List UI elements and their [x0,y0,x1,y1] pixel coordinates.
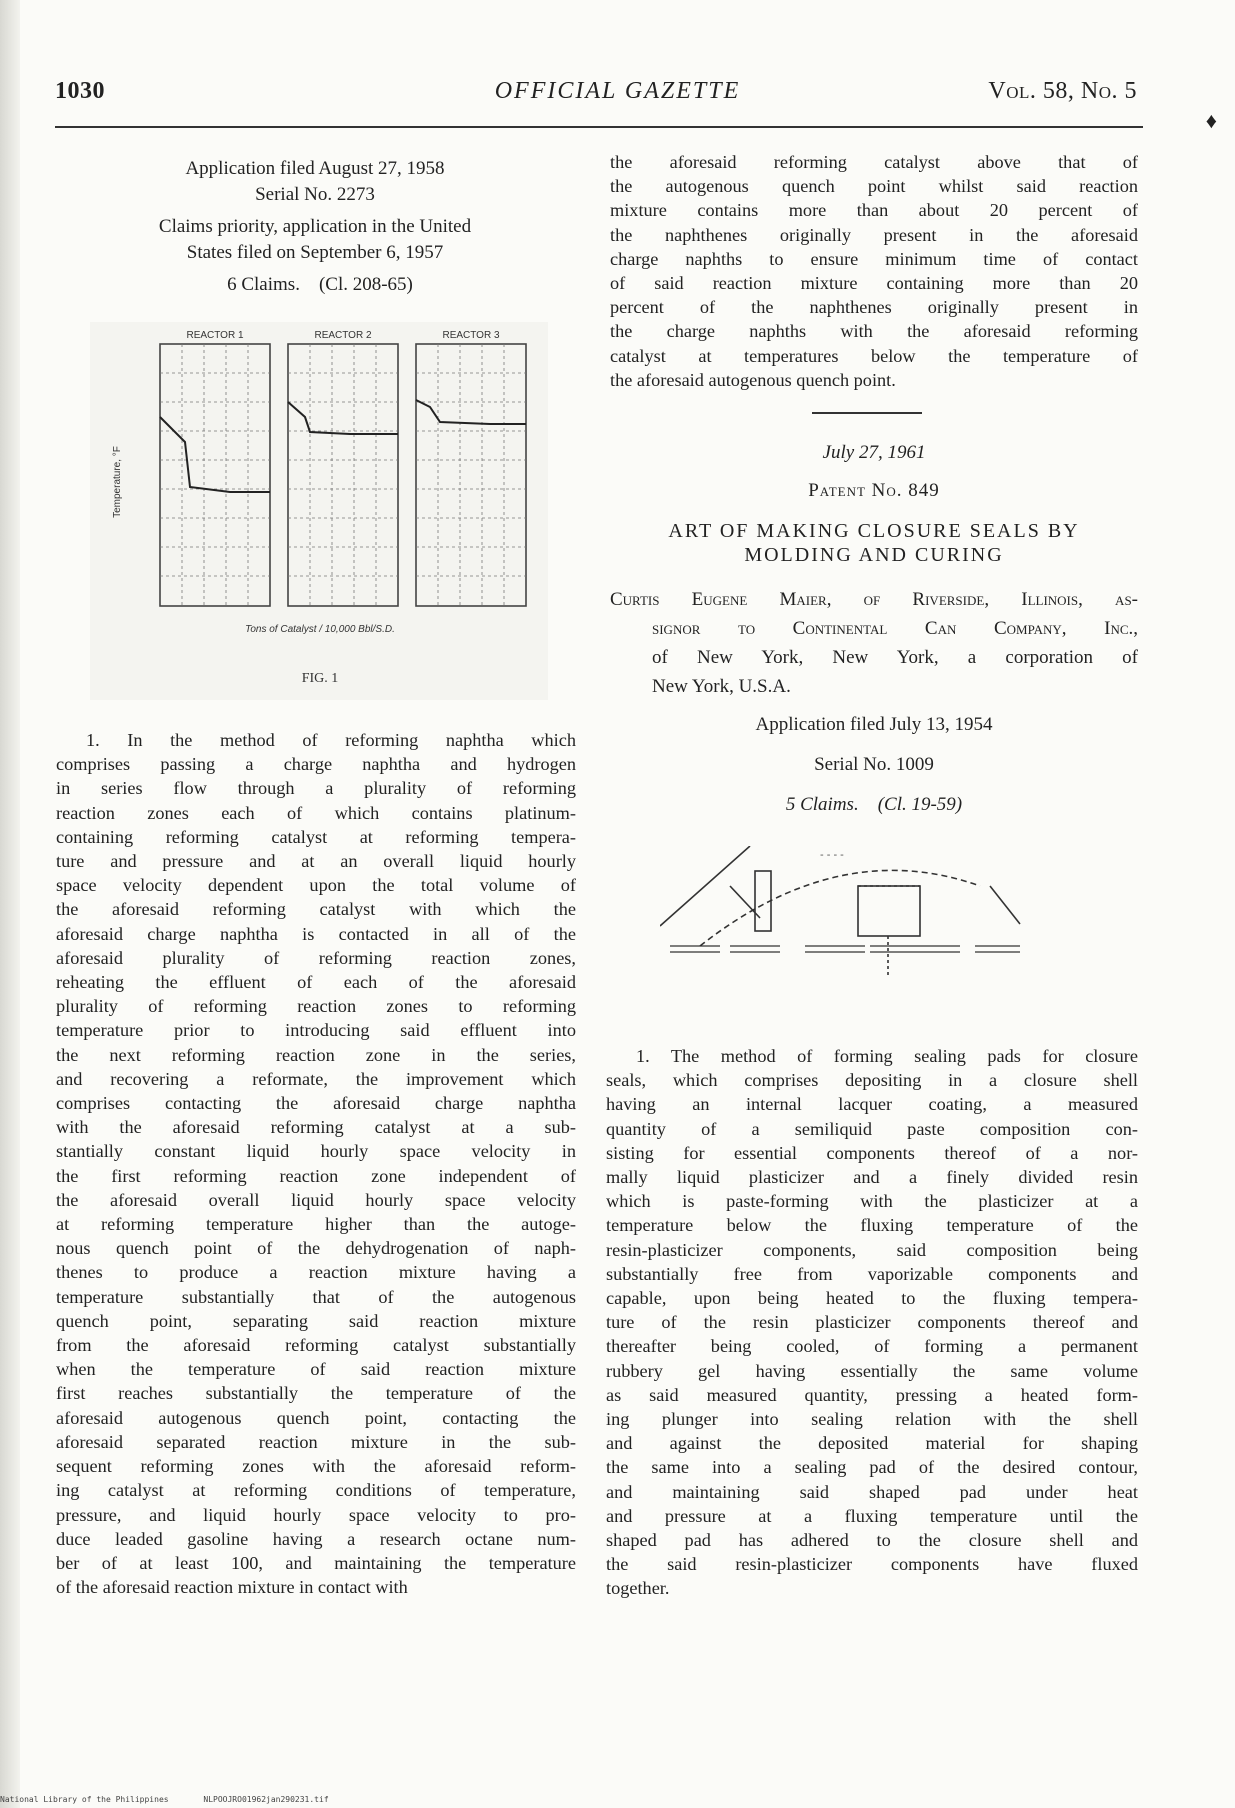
left-class: (Cl. 208-65) [318,274,413,295]
text-line: thereafter being cooled, of forming a permanent [606,1336,1138,1357]
text-line: ing plunger into sealing relation with the shell [606,1409,1138,1430]
right-date: July 27, 1961 [822,442,926,463]
text-line: rubbery gel having essentially the same volume [606,1360,1138,1381]
text-line: with the aforesaid reforming catalyst at a sub- [56,1117,576,1138]
text-line: mally liquid plasticizer and a finely divided resin [606,1167,1138,1188]
text-line: aforesaid autogenous quench point, contacting the [56,1407,576,1428]
figure-2-mark: - - - - [820,849,844,861]
text-line: and pressure at a fluxing temperature until the [606,1505,1138,1526]
text-line: the next reforming reaction zone in the series, [56,1044,576,1065]
text-line: pressure, and liquid hourly space velocity to pro- [56,1504,576,1525]
sealing-pad-row [670,946,1020,952]
text-line: the charge naphths with the aforesaid reforming [610,321,1138,342]
patent-figure-2 [660,846,1092,1006]
text-line: resin-plasticizer components, said composition being [606,1239,1138,1260]
right-title-line-1: ART OF MAKING CLOSURE SEALS BY [668,520,1080,542]
right-claims-count: 5 Claims. [785,794,859,815]
left-claims-class [160,272,480,298]
text-line: quantity of a semiliquid paste composition con- [606,1118,1138,1139]
right-class: (Cl. 19-59) [877,794,963,815]
text-line: and recovering a reformate, the improvement which [56,1068,576,1089]
patent-figure-1 [90,322,548,700]
text-line: comprises passing a charge naphtha and hydrogen [56,754,576,775]
assignee-line: signor to Continental Can Company, Inc., [652,618,1138,639]
figure-label-reactor-3: REACTOR 3 [442,330,500,341]
figure-label-reactor-1: REACTOR 1 [186,330,244,341]
margin-mark-icon: ♦ [1205,108,1217,133]
text-line: capable, upon being heated to the fluxing tempera- [606,1288,1138,1309]
text-line: nous quench point of the dehydrogenation of naph- [56,1238,576,1259]
right-application-filed: Application filed July 13, 1954 [755,714,993,735]
closure-shell [858,886,920,936]
text-line: the same into a sealing pad of the desired contour, [606,1457,1138,1478]
text-line: from the aforesaid reforming catalyst substantially [56,1335,576,1356]
text-line: 1. In the method of reforming naphtha which [86,730,576,750]
text-line: charge naphths to ensure minimum time of contact [610,248,1138,269]
text-line: first reaches substantially the temperature of the [56,1383,576,1404]
figure-label-reactor-2: REACTOR 2 [314,330,372,341]
text-line: together. [606,1578,670,1599]
drawing-line [660,846,750,926]
left-claim-1 [56,728,576,1599]
scan-edge-shadow [0,0,20,1808]
text-line: duce leaded gasoline having a research octane num- [56,1528,576,1549]
text-line: the naphthenes originally present in the aforesaid [610,224,1138,245]
header-rule [55,126,1143,128]
text-line: as said measured quantity, pressing a heated form- [606,1384,1138,1405]
text-line: sequent reforming zones with the aforesaid reform- [56,1456,576,1477]
text-line: of the aforesaid reaction mixture in contact with [56,1577,408,1598]
page-number: 1030 [55,78,105,104]
text-line: ber of at least 100, and maintaining the temperature [56,1552,576,1573]
text-line: in series flow through a plurality of reforming [56,778,576,799]
text-line: plurality of reforming reaction zones to reforming [56,996,576,1017]
right-claim-1 [606,1044,1138,1601]
text-line: mixture contains more than about 20 percent of [610,200,1138,221]
text-line: the autogenous quench point whilst said reaction [610,176,1138,197]
assignee-line: New York, U.S.A. [652,676,791,697]
left-priority-line-2: States filed on September 6, 1957 [186,242,444,263]
text-line: reaction zones each of which contains platinum- [56,802,576,823]
text-line: aforesaid charge naphtha is contacted in all of the [56,923,576,944]
right-serial: Serial No. 1009 [814,754,934,775]
text-line: ing catalyst at reforming conditions of temperature, [56,1480,576,1501]
text-line: aforesaid separated reaction mixture in the sub- [56,1431,576,1452]
scan-footer [0,1795,359,1804]
assignee-line: Curtis Eugene Maier, of Riverside, Illinois, as- [610,589,1138,610]
right-claims-class [610,792,1138,818]
right-title-line-2: MOLDING AND CURING [744,544,1004,566]
left-priority-line-1: Claims priority, application in the United [158,216,472,237]
text-line: ture of the resin plasticizer components thereof and [606,1312,1138,1333]
text-line: the aforesaid autogenous quench point. [610,369,896,390]
footer-library: National Library of the Philippines [0,1795,169,1804]
text-line: having an internal lacquer coating, a measured [606,1094,1138,1115]
figure-caption: FIG. 1 [301,671,339,686]
footer-file: NLPOOJRO01962jan290231.tif [203,1795,329,1804]
text-line: shaped pad has adhered to the closure shell and [606,1530,1138,1551]
text-line: ture and pressure and at an overall liquid hourly [56,851,576,872]
text-line: aforesaid plurality of reforming reaction zones, [56,947,576,968]
publication-title: OFFICIAL GAZETTE [494,78,741,104]
text-line: at reforming temperature higher than the autoge- [56,1214,576,1235]
text-line: substantially free from vaporizable components and [606,1263,1138,1284]
left-serial: Serial No. 2273 [255,184,375,205]
text-line: when the temperature of said reaction mixture [56,1359,576,1380]
assignee-line: of New York, New York, a corporation of [652,647,1138,668]
text-line: 1. The method of forming sealing pads for closure [636,1046,1138,1066]
text-line: of said reaction mixture containing more than 20 [610,273,1138,294]
text-line: containing reforming catalyst at reforming tempera- [56,826,576,847]
drawing-line [990,886,1020,924]
text-line: space velocity dependent upon the total volume of [56,875,576,896]
text-line: temperature below the fluxing temperature of the [606,1215,1138,1236]
text-line: comprises contacting the aforesaid charge naphtha [56,1093,576,1114]
text-line: and maintaining said shaped pad under heat [606,1481,1138,1502]
text-line: the first reforming reaction zone independent of [56,1165,576,1186]
text-line: which is paste-forming with the plasticizer at a [606,1191,1138,1212]
text-line: sisting for essential components thereof of a nor- [606,1142,1138,1163]
text-line: temperature prior to introducing said effluent into [56,1020,576,1041]
text-line: percent of the naphthenes originally present in [610,297,1138,318]
text-line: the aforesaid reforming catalyst above that of [610,152,1138,172]
text-line: the aforesaid reforming catalyst with which the [56,899,576,920]
plunger-arc [700,870,980,946]
figure-y-label: Temperature, °F [112,446,123,518]
text-line: the said resin-plasticizer components have fluxed [606,1554,1138,1575]
left-application-filed: Application filed August 27, 1958 [185,158,445,179]
text-line: reheating the effluent of each of the aforesaid [56,972,576,993]
left-claims-count: 6 Claims. [227,274,300,295]
right-assignee [610,585,1138,701]
right-patent-number: Patent No. 849 [808,480,940,501]
text-line: stantially constant liquid hourly space velocity in [56,1141,576,1162]
text-line: quench point, separating said reaction mixture [56,1310,576,1331]
text-line: the aforesaid overall liquid hourly space velocity [56,1189,576,1210]
text-line: thenes to produce a reaction mixture having a [56,1262,576,1283]
text-line: temperature substantially that of the autogenous [56,1286,576,1307]
text-line: and against the deposited material for shaping [606,1433,1138,1454]
section-divider [812,412,922,414]
left-claim-continuation [610,150,1138,392]
figure-x-label: Tons of Catalyst / 10,000 Bbl/S.D. [245,624,395,635]
text-line: catalyst at temperatures below the temperature of [610,345,1138,366]
volume-number: Vol. 58, No. 5 [988,78,1137,104]
text-line: seals, which comprises depositing in a closure shell [606,1070,1138,1091]
